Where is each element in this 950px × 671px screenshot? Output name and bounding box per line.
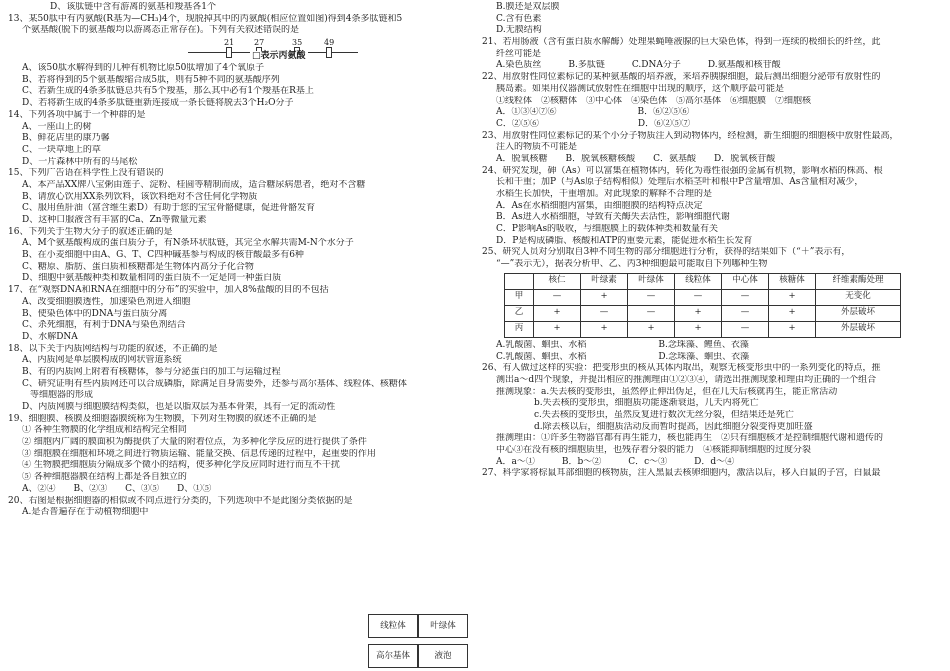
text-line: 水稻生长加快，干重增加。对此现象的解释不合理的是 bbox=[496, 189, 713, 199]
table-cell: + bbox=[675, 321, 722, 337]
table-cell: 甲 bbox=[505, 289, 534, 305]
position-number: 49 bbox=[324, 38, 335, 48]
legend-swatch: □ bbox=[252, 51, 261, 62]
option-line: A、内质网是单层膜构成的网状管道系统 bbox=[22, 355, 182, 366]
cell-structure-table bbox=[504, 273, 901, 338]
organelle-box-chloroplast: 叶绿体 bbox=[418, 614, 468, 638]
position-number: 35 bbox=[292, 38, 303, 48]
option-line: C．②⑤⑥ D．⑥②⑤⑦ bbox=[496, 118, 691, 129]
table-cell: + bbox=[534, 321, 581, 337]
option-line: A．脱氧核糖 B．脱氧核糖核酸 C．氨基酸 D．脱氧核苷酸 bbox=[496, 153, 776, 164]
question-20-stem: 20、右图是根据细胞器的相似或不同点进行分类的，下列选项中不是此图分类依据的是 bbox=[8, 495, 353, 506]
option-line: C、杀死细胞，有利于DNA与染色剂结合 bbox=[22, 320, 186, 331]
option-line: B、请放心饮用XX系列饮料，该饮料绝对不含任何化学物质 bbox=[22, 191, 258, 202]
option-line: A．As在水稻细胞内富集，由细胞膜的结构特点决定 bbox=[496, 200, 703, 211]
table-cell: + bbox=[534, 305, 581, 321]
option-line: C.含有色素 bbox=[496, 13, 542, 24]
text-line: 纤丝可能是 bbox=[496, 48, 542, 59]
table-header-cell: 叶绿素 bbox=[581, 273, 628, 289]
table-header-cell: 线粒体 bbox=[675, 273, 722, 289]
organelle-box-mitochondria: 线粒体 bbox=[368, 614, 418, 638]
question-15-stem: 15、下列广告语在科学性上没有错误的 bbox=[8, 168, 164, 179]
option-line: D、一片森林中所有的马尾松 bbox=[22, 156, 138, 167]
option-line: A、M个氨基酸构成的蛋白质分子，有N条环状肽链，其完全水解共需M-N个水分子 bbox=[22, 238, 354, 249]
statement-line: b.失去核的变形虫，细胞质功能逐渐衰退，几天内将死亡 bbox=[534, 398, 759, 409]
option-line: B.膜还是双层膜 bbox=[496, 2, 560, 12]
question-16-stem: 16、下列关于生物大分子的叙述正确的是 bbox=[8, 226, 173, 237]
statement-line: ① 各种生物膜的化学组成和结构完全相同 bbox=[22, 425, 187, 436]
option-line: D、内质网膜与细胞膜结构类似，也是以脂双层为基本骨架，具有一定的流动性 bbox=[22, 402, 336, 412]
table-cell: + bbox=[581, 321, 628, 337]
table-row bbox=[505, 305, 901, 321]
statement-line: c.失去核的变形虫，虽然反复进行数次无丝分裂，但结果还是死亡 bbox=[534, 409, 794, 420]
option-line: 等细胞器的形成 bbox=[30, 390, 94, 401]
table-header-cell bbox=[505, 273, 534, 289]
legend-label: 表示丙氨酸 bbox=[260, 51, 306, 62]
option-line: A、本产品XX牌八宝粥由莲子、淀粉、桂圆等精制而成，适合糖尿病患者，绝对不含糖 bbox=[22, 179, 366, 190]
table-cell: 外层破坏 bbox=[816, 305, 901, 321]
text-line: 测出a～d四个现象，并提出相应的推测理由①②③④，请选出推测现象和理由均正确的一个组合 bbox=[496, 374, 877, 385]
option-line: C．P影响As的吸收，与细胞膜上的载体种类和数量有关 bbox=[496, 224, 719, 235]
table-cell: — bbox=[628, 289, 675, 305]
option-line: A．a～① B．b～② C．c～③ D．d～④ bbox=[496, 456, 735, 467]
option-line: A、一座山上的树 bbox=[22, 121, 92, 132]
question-25-stem: 25、研究人员对分别取自3种不同生物的部分细胞进行分析，获得的结果如下（“＋”表示有， bbox=[482, 247, 851, 258]
question-17-stem: 17、在“观察DNA和RNA在细胞中的分布”的实验中，加入8%盐酸的目的不包括 bbox=[8, 285, 329, 296]
statement-line: 推测理由：①许多生物器官都有再生能力，核也能再生 ②只有细胞核才是控制细胞代谢和遗传的 bbox=[496, 433, 884, 444]
table-cell: 无变化 bbox=[816, 289, 901, 305]
statement-line: ④ 生物膜把细胞质分隔成多个微小的结构，使多种化学反应同时进行而互不干扰 bbox=[22, 460, 340, 471]
option-line: D、若将新生成的4条多肽链重新连接成一条长链将脱去3个H₂O分子 bbox=[22, 98, 294, 109]
table-cell: — bbox=[581, 305, 628, 321]
statement-line: ⑤ 各种细胞器膜在结构上都是各自独立的 bbox=[22, 472, 187, 483]
option-line: A.乳酸菌、蛔虫、水稻 B.念珠藻、鲤鱼、衣藻 bbox=[496, 339, 749, 350]
option-line: A.是否普遍存在于动植物细胞中 bbox=[22, 507, 149, 518]
option-line: D．P是构成磷脂、核酸和ATP的重要元素，能促进水稻生长发育 bbox=[496, 235, 753, 246]
text-line: 长和干重；加P（与As原子结构相似）处理后水稻茎叶和根中P含量增加、As含量相对减少， bbox=[496, 177, 864, 188]
table-cell: + bbox=[769, 305, 816, 321]
table-cell: 丙 bbox=[505, 321, 534, 337]
question-27-stem: 27、科学家将棕鼠耳部细胞的核物质，注入黑鼠去核卵细胞内，激活以后，移入白鼠的子宫，白鼠最 bbox=[482, 468, 881, 479]
option-line: C.乳酸菌、蛔虫、水稻 D.念珠藻、蛔虫、衣藻 bbox=[496, 351, 750, 362]
question-24-stem: 24、研究发现，砷（As）可以富集在植物体内，转化为毒性很强的金属有机物，影响水稻的株高、根 bbox=[482, 165, 883, 176]
option-line: C、服用鱼肝油（富含维生素D）有助于您的宝宝骨骼健康，促进骨骼发育 bbox=[22, 203, 316, 214]
option-line: B、有的内质网上附着有核糖体，参与分泌蛋白的加工与运输过程 bbox=[22, 366, 281, 377]
table-cell: — bbox=[722, 305, 769, 321]
table-cell: — bbox=[628, 305, 675, 321]
right-column bbox=[482, 2, 944, 480]
option-line: B、若将得到的5个氨基酸缩合成5肽，则有5种不同的氨基酸序列 bbox=[22, 74, 280, 85]
table-cell: — bbox=[722, 289, 769, 305]
question-14-stem: 14、下列各项中属于一个种群的是 bbox=[8, 109, 146, 120]
option-line: D、这种口服液含有丰富的Ca、Zn等微量元素 bbox=[22, 215, 207, 225]
organelle-box-golgi: 高尔基体 bbox=[368, 644, 418, 668]
option-line: D、细胞中氨基酸种类和数量相同的蛋白质不一定是同一种蛋白质 bbox=[22, 273, 282, 284]
statement-line: d.除去核以后，细胞质活动反而暂时提高，因此细胞分裂变得更加旺盛 bbox=[534, 421, 813, 432]
option-line: A、改变细胞膜透性，加速染色剂进入细胞 bbox=[22, 296, 191, 307]
table-cell: + bbox=[769, 289, 816, 305]
option-line: B、在小麦细胞中由A、G、T、C四种碱基参与构成的核苷酸最多有6种 bbox=[22, 250, 304, 261]
option-line: A.染色质丝 B.多肽链 C.DNA分子 D.氨基酸和核苷酸 bbox=[496, 60, 781, 71]
question-13-stem: 13、某50肽中有丙氨酸(R基为—CH₃)4个，现脱掉其中的丙氨酸(相应位置如图)得到4条多肽链和5 bbox=[8, 13, 403, 24]
option-line: B．As进入水稻细胞，导致有关酶失去活性，影响细胞代谢 bbox=[496, 212, 730, 223]
question-19-stem: 19、细胞膜、核膜及细胞器膜统称为生物膜，下列对生物膜的叙述不正确的是 bbox=[8, 413, 317, 424]
option-line: D.无膜结构 bbox=[496, 25, 542, 36]
text-line: 胰岛素。如果用仪器测试放射性在细胞中出现的顺序，这个顺序最可能是 bbox=[496, 83, 785, 94]
table-header-cell: 核仁 bbox=[534, 273, 581, 289]
alanine-marker bbox=[226, 47, 232, 58]
organelle-box-vacuole: 液泡 bbox=[418, 644, 468, 668]
table-cell: + bbox=[769, 321, 816, 337]
question-18-stem: 18、以下关于内质网结构与功能的叙述，不正确的是 bbox=[8, 343, 218, 354]
organelle-classification-figure bbox=[368, 590, 468, 668]
statement-line: 推测现象：a.失去核的变形虫，虽然停止伸出伪足，但在几天后核就再生，能正常活动 bbox=[496, 386, 838, 397]
table-header-cell: 核糖体 bbox=[769, 273, 816, 289]
question-21-stem: 21、若用肠液（含有蛋白质水解酶）处理果蝇唾液腺的巨大染色体，得到一连续的极细长的纤丝，此 bbox=[482, 37, 881, 48]
option-line: B、鲜花店里的康乃馨 bbox=[22, 133, 110, 144]
option-line: A．①③④⑦⑥ B．⑥②⑤⑥ bbox=[496, 107, 690, 118]
text-line: 个氨基酸(脱下的氨基酸均以游离态正常存在)。下列有关叙述错误的是 bbox=[22, 25, 300, 36]
table-header-row bbox=[505, 273, 901, 289]
table-row bbox=[505, 321, 901, 337]
text-line: 注入的物质不可能是 bbox=[496, 142, 578, 153]
question-23-stem: 23、用放射性同位素标记的某个小分子物质注入到动物体内，经检测，新生细胞的细胞核中放射性最高， bbox=[482, 130, 899, 141]
statement-line: ② 细胞内广阔的膜面积为酶提供了大量的附着位点，为多种化学反应的进行提供了条件 bbox=[22, 437, 367, 448]
alanine-marker bbox=[326, 47, 332, 58]
position-number: 21 bbox=[224, 38, 235, 48]
statement-line: ①线粒体 ②核糖体 ③中心体 ④染色体 ⑤高尔基体 ⑥细胞膜 ⑦细胞核 bbox=[496, 95, 812, 106]
option-line: B、使染色体中的DNA与蛋白质分离 bbox=[22, 308, 168, 319]
table-header-cell: 叶绿体 bbox=[628, 273, 675, 289]
table-cell: + bbox=[628, 321, 675, 337]
table-cell: 外层破坏 bbox=[816, 321, 901, 337]
position-number: 27 bbox=[254, 38, 265, 48]
table-cell: + bbox=[581, 289, 628, 305]
table-header-cell: 纤维素酶处理 bbox=[816, 273, 901, 289]
table-cell: + bbox=[675, 305, 722, 321]
option-line: C、研究证明有些内质网还可以合成磷脂，除满足自身需要外，还参与高尔基体、线粒体、核糖体 bbox=[22, 378, 407, 389]
table-cell: 乙 bbox=[505, 305, 534, 321]
diagram-legend bbox=[250, 51, 308, 63]
table-cell: — bbox=[675, 289, 722, 305]
option-line: A、②④ B、②③ C、③⑤ D、①⑤ bbox=[22, 483, 212, 494]
table-cell: — bbox=[722, 321, 769, 337]
left-column bbox=[8, 2, 470, 519]
statement-line: 中心③在没有核的细胞质里，也残存着分裂的能力 ④核能抑制细胞的过度分裂 bbox=[496, 445, 812, 455]
table-header-cell: 中心体 bbox=[722, 273, 769, 289]
statement-line: ③ 细胞膜在细胞和环境之间进行物质运输、能量交换、信息传递的过程中，起重要的作用 bbox=[22, 448, 376, 459]
text-line: “—”表示无），据表分析甲、乙、丙3种细胞最可能取自下列哪种生物 bbox=[496, 259, 768, 270]
option-line: C、若新生成的4条多肽链总共有5个羧基，那么其中必有1个羧基在R基上 bbox=[22, 86, 314, 97]
option-line: C、一块草地上的草 bbox=[22, 144, 101, 155]
question-26-stem: 26、有人做过这样的实验：把变形虫的核从其体内取出，观察无核变形虫中的一系列变化的特点，推 bbox=[482, 363, 881, 374]
text-line: D、该肽链中含有游离的氨基和羧基各1个 bbox=[50, 2, 216, 12]
question-22-stem: 22、用放射性同位素标记的某种氨基酸的培养液，来培养胰腺细胞，最后测出细胞分泌带有放射性的 bbox=[482, 72, 881, 83]
option-line: A、该50肽水解得到的几种有机物比原50肽增加了4个氧原子 bbox=[22, 63, 265, 74]
option-line: D、水解DNA bbox=[22, 331, 78, 342]
table-row bbox=[505, 289, 901, 305]
option-line: C、糖原、脂肪、蛋白质和核糖都是生物体内高分子化合物 bbox=[22, 261, 254, 272]
table-cell: — bbox=[534, 289, 581, 305]
alanine-position-diagram bbox=[188, 37, 358, 63]
